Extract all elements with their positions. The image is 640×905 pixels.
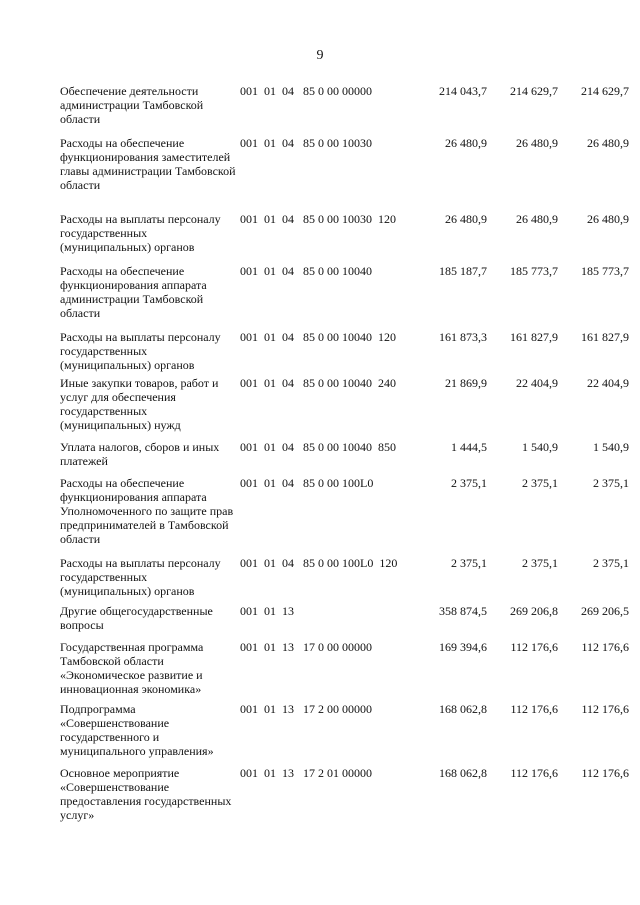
row-code: 001 01 04 85 0 00 10040 120 bbox=[240, 330, 396, 344]
row-code: 001 01 04 85 0 00 10040 bbox=[240, 264, 372, 278]
row-value-1: 161 873,3 bbox=[439, 330, 487, 344]
row-value-2: 185 773,7 bbox=[510, 264, 558, 278]
row-value-3: 269 206,5 bbox=[581, 604, 629, 618]
row-value-1: 358 874,5 bbox=[439, 604, 487, 618]
row-value-1: 26 480,9 bbox=[445, 212, 487, 226]
row-value-1: 1 444,5 bbox=[451, 440, 487, 454]
row-name: Расходы на выплаты персоналу государственных (муниципальных) органов bbox=[60, 556, 221, 598]
row-name: Иные закупки товаров, работ и услуг для обеспечения государственных (муниципальных) нужд bbox=[60, 376, 219, 432]
row-value-1: 2 375,1 bbox=[451, 556, 487, 570]
row-value-3: 112 176,6 bbox=[581, 702, 629, 716]
row-name: Расходы на обеспечение функционирования аппарата Уполномоченного по защите прав предпринимателей в Тамбовской области bbox=[60, 476, 234, 546]
row-value-1: 168 062,8 bbox=[439, 766, 487, 780]
row-value-2: 22 404,9 bbox=[516, 376, 558, 390]
row-code: 001 01 13 17 2 01 00000 bbox=[240, 766, 372, 780]
row-value-2: 26 480,9 bbox=[516, 212, 558, 226]
row-value-3: 22 404,9 bbox=[587, 376, 629, 390]
table-row bbox=[60, 212, 629, 254]
row-code: 001 01 13 bbox=[240, 604, 294, 618]
row-value-2: 1 540,9 bbox=[522, 440, 558, 454]
row-value-1: 2 375,1 bbox=[451, 476, 487, 490]
table-row bbox=[60, 330, 629, 372]
row-value-2: 161 827,9 bbox=[510, 330, 558, 344]
row-name: Подпрограмма «Совершенствование государственного и муниципального управления» bbox=[60, 702, 214, 758]
row-name: Расходы на обеспечение функционирования аппарата администрации Тамбовской области bbox=[60, 264, 207, 320]
table-row bbox=[60, 264, 629, 320]
table-row bbox=[60, 136, 629, 192]
row-value-3: 1 540,9 bbox=[593, 440, 629, 454]
row-code: 001 01 04 85 0 00 10030 bbox=[240, 136, 372, 150]
page-number: 9 bbox=[316, 48, 324, 63]
table-row bbox=[60, 376, 629, 432]
row-value-2: 2 375,1 bbox=[522, 476, 558, 490]
row-value-2: 2 375,1 bbox=[522, 556, 558, 570]
row-code: 001 01 04 85 0 00 100L0 bbox=[240, 476, 374, 490]
row-value-2: 26 480,9 bbox=[516, 136, 558, 150]
table-row bbox=[60, 556, 629, 598]
row-code: 001 01 04 85 0 00 00000 bbox=[240, 84, 372, 98]
row-name: Государственная программа Тамбовской области «Экономическое развитие и инновационная экономика» bbox=[60, 640, 204, 696]
table-row bbox=[60, 440, 629, 468]
table-row bbox=[60, 766, 629, 822]
row-value-3: 161 827,9 bbox=[581, 330, 629, 344]
row-name: Расходы на обеспечение функционирования заместителей главы администрации Тамбовской области bbox=[60, 136, 236, 192]
table-row bbox=[60, 640, 629, 696]
row-value-1: 21 869,9 bbox=[445, 376, 487, 390]
row-code: 001 01 13 17 2 00 00000 bbox=[240, 702, 372, 716]
row-value-3: 214 629,7 bbox=[581, 84, 629, 98]
row-value-2: 112 176,6 bbox=[510, 766, 558, 780]
row-value-2: 112 176,6 bbox=[510, 702, 558, 716]
table-row bbox=[60, 84, 629, 126]
row-code: 001 01 04 85 0 00 10030 120 bbox=[240, 212, 396, 226]
row-value-3: 2 375,1 bbox=[593, 556, 629, 570]
row-name: Основное мероприятие «Совершенствование предоставления государственных услуг» bbox=[60, 766, 232, 822]
table-row bbox=[60, 702, 629, 758]
row-value-3: 112 176,6 bbox=[581, 640, 629, 654]
row-value-3: 112 176,6 bbox=[581, 766, 629, 780]
row-value-2: 269 206,8 bbox=[510, 604, 558, 618]
row-name: Расходы на выплаты персоналу государственных (муниципальных) органов bbox=[60, 212, 221, 254]
row-value-1: 214 043,7 bbox=[439, 84, 487, 98]
row-value-3: 26 480,9 bbox=[587, 136, 629, 150]
row-value-3: 2 375,1 bbox=[593, 476, 629, 490]
row-value-3: 185 773,7 bbox=[581, 264, 629, 278]
row-name: Расходы на выплаты персоналу государственных (муниципальных) органов bbox=[60, 330, 221, 372]
row-value-2: 112 176,6 bbox=[510, 640, 558, 654]
row-code: 001 01 13 17 0 00 00000 bbox=[240, 640, 372, 654]
row-name: Другие общегосударственные вопросы bbox=[60, 604, 213, 632]
row-value-1: 168 062,8 bbox=[439, 702, 487, 716]
table-row bbox=[60, 604, 629, 632]
table-row bbox=[60, 476, 629, 546]
row-code: 001 01 04 85 0 00 10040 850 bbox=[240, 440, 396, 454]
row-value-2: 214 629,7 bbox=[510, 84, 558, 98]
row-value-3: 26 480,9 bbox=[587, 212, 629, 226]
row-value-1: 185 187,7 bbox=[439, 264, 487, 278]
row-value-1: 169 394,6 bbox=[439, 640, 487, 654]
row-name: Обеспечение деятельности администрации Тамбовской области bbox=[60, 84, 204, 126]
row-code: 001 01 04 85 0 00 10040 240 bbox=[240, 376, 396, 390]
row-code: 001 01 04 85 0 00 100L0 120 bbox=[240, 556, 398, 570]
row-value-1: 26 480,9 bbox=[445, 136, 487, 150]
row-name: Уплата налогов, сборов и иных платежей bbox=[60, 440, 220, 468]
